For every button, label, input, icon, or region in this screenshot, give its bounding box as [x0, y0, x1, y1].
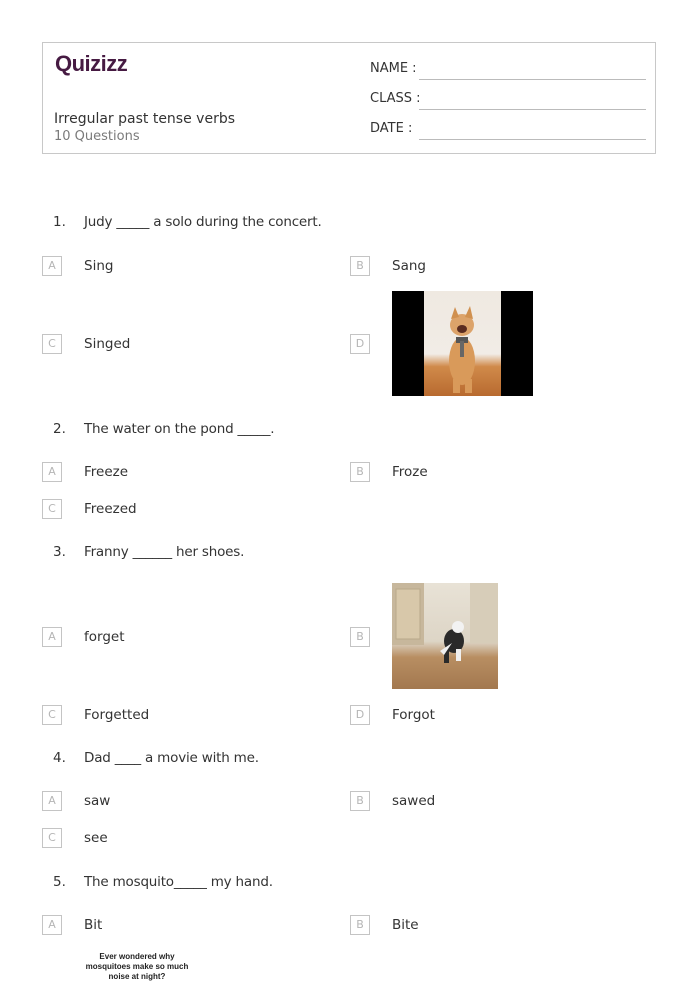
option-badge-a: A [42, 915, 62, 935]
option-text: Bit [84, 917, 103, 933]
option-badge-c: C [42, 499, 62, 519]
question-text: Dad ____ a movie with me. [84, 750, 259, 766]
option-text: Singed [84, 336, 131, 352]
name-line [419, 78, 646, 80]
option-text: Forgot [392, 707, 435, 723]
mosquito-image-caption: Ever wondered why mosquitoes make so much noise at night? [85, 952, 189, 981]
question-number: 3. [53, 544, 66, 560]
question-number: 4. [53, 750, 66, 766]
question-number: 1. [53, 214, 66, 230]
question-text: Franny ______ her shoes. [84, 544, 245, 560]
option-text: sawed [392, 793, 436, 809]
option-badge-b: B [350, 627, 370, 647]
class-label: CLASS : [370, 91, 421, 106]
dog-figure [424, 291, 501, 396]
option-badge-b: B [350, 256, 370, 276]
question-text: The mosquito_____ my hand. [84, 874, 273, 890]
worksheet-title: Irregular past tense verbs [54, 111, 236, 127]
name-label: NAME : [370, 61, 417, 76]
quizizz-logo: Quizizz [55, 51, 128, 76]
option-text: see [84, 830, 108, 846]
question-number: 2. [53, 421, 66, 437]
option-badge-a: A [42, 462, 62, 482]
option-text: Bite [392, 917, 419, 933]
option-badge-c: C [42, 828, 62, 848]
option-badge-b: B [350, 462, 370, 482]
dog-figure [392, 583, 498, 689]
option-badge-a: A [42, 791, 62, 811]
question-count: 10 Questions [54, 129, 140, 144]
option-text: Forgetted [84, 707, 150, 723]
option-badge-c: C [42, 705, 62, 725]
option-text: Freeze [84, 464, 129, 480]
option-badge-a: A [42, 627, 62, 647]
option-text: Freezed [84, 501, 137, 517]
question-number: 5. [53, 874, 66, 890]
question-text: The water on the pond _____. [84, 421, 275, 437]
option-badge-b: B [350, 915, 370, 935]
option-badge-d: D [350, 705, 370, 725]
option-text: Sing [84, 258, 114, 274]
question-text: Judy _____ a solo during the concert. [84, 214, 322, 230]
singing-dog-image [392, 291, 533, 396]
option-text: saw [84, 793, 111, 809]
date-label: DATE : [370, 121, 413, 136]
option-badge-a: A [42, 256, 62, 276]
dog-in-kitchen-image [392, 583, 498, 689]
date-line [419, 138, 646, 140]
option-badge-c: C [42, 334, 62, 354]
option-text: Sang [392, 258, 426, 274]
option-badge-d: D [350, 334, 370, 354]
class-line [419, 108, 646, 110]
worksheet-header [42, 42, 656, 154]
option-text: Froze [392, 464, 428, 480]
option-text: forget [84, 629, 125, 645]
option-badge-b: B [350, 791, 370, 811]
